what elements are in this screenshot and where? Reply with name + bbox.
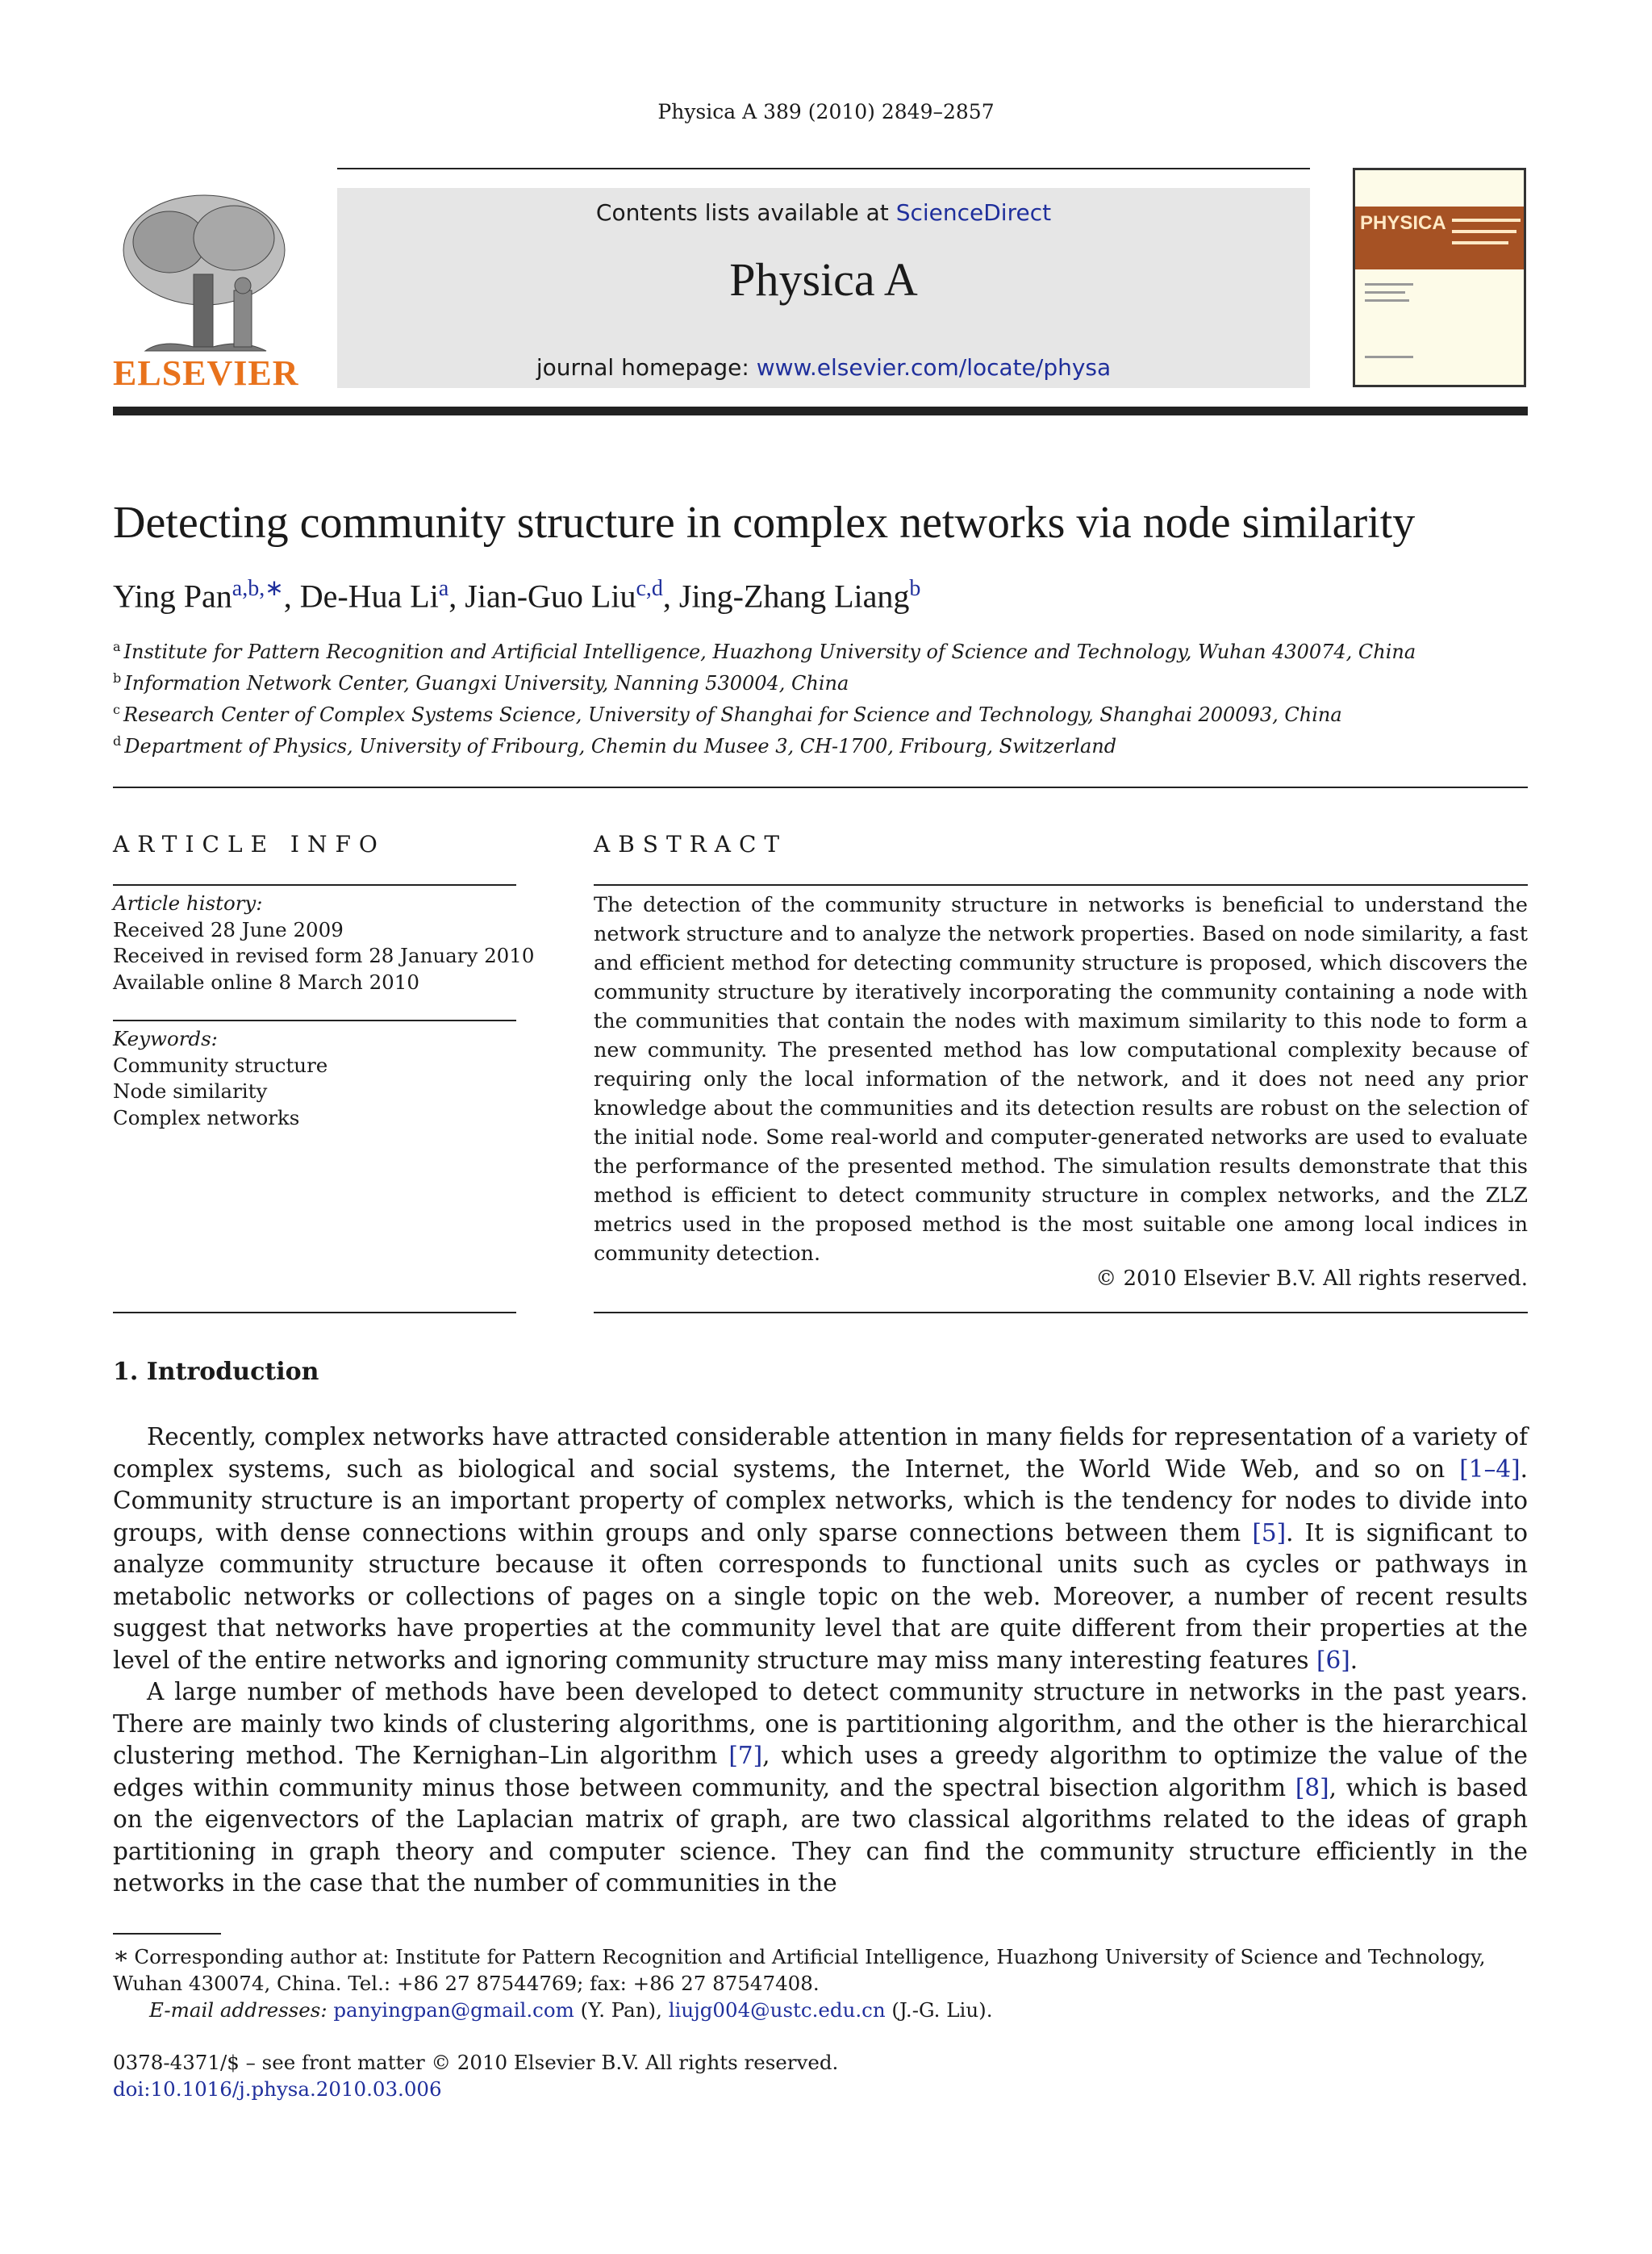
affiliation <box>113 702 1342 726</box>
affiliation <box>113 733 1116 758</box>
cover-line <box>1452 219 1521 222</box>
homepage-prefix: journal homepage: <box>536 354 757 381</box>
doi-link[interactable]: doi:10.1016/j.physa.2010.03.006 <box>113 2077 442 2101</box>
cover-title: PHYSICA <box>1360 212 1446 234</box>
text-run: , which is based on the eigenvectors of the Laplacian matrix of graph, are two classical algorithms related to the ideas of graph partitioning in graph theory and computer science. They can find the community structure efficiently in the networks in the case that the number of communities in the <box>113 1773 1528 1897</box>
contents-line <box>337 199 1310 226</box>
divider <box>594 1312 1528 1313</box>
homepage-line <box>337 354 1310 381</box>
affiliation-key: c <box>113 702 120 717</box>
journal-citation: Physica A 389 (2010) 2849–2857 <box>657 100 995 123</box>
citation-link[interactable]: [5] <box>1252 1518 1287 1546</box>
author-list: Ying Pan$^{a,b,∗}$, De-Hua Li$^a$, Jian-Guo Liu$^{c,d}$, Jing-Zhang Liang$^b$ <box>113 576 921 615</box>
history-item: Received 28 June 2009 <box>113 917 344 941</box>
paragraph <box>113 1421 1528 1676</box>
email-link[interactable]: liujg004@ustc.edu.cn <box>668 1998 886 2022</box>
contents-prefix: Contents lists available at <box>595 199 896 226</box>
citation-link[interactable]: [8] <box>1295 1773 1329 1801</box>
divider <box>113 884 516 886</box>
cover-line <box>1365 299 1409 302</box>
author-name: Jing-Zhang Liang <box>678 578 910 615</box>
cover-line <box>1365 291 1405 294</box>
sciencedirect-link[interactable]: ScienceDirect <box>895 199 1052 226</box>
citation-link[interactable]: [6] <box>1316 1646 1350 1674</box>
cover-line <box>1365 356 1413 358</box>
keyword: Complex networks <box>113 1105 300 1129</box>
paragraph <box>113 1676 1528 1900</box>
author-affiliation-marker[interactable]: a,b,∗ <box>232 576 284 601</box>
header-top-rule <box>337 168 1310 169</box>
front-matter <box>113 2049 838 2102</box>
article-info-heading: ARTICLE INFO <box>113 831 386 858</box>
affiliation-key: d <box>113 733 122 749</box>
section-heading: 1. Introduction <box>113 1358 319 1386</box>
history-item: Available online 8 March 2010 <box>113 970 419 994</box>
author-affiliation-marker[interactable]: b <box>909 576 921 601</box>
affiliation-text: Research Center of Complex Systems Science, University of Shanghai for Science and Technology, Shanghai 200093, China <box>123 703 1342 726</box>
history-item: Received in revised form 28 January 2010 <box>113 944 535 967</box>
history-label: Article history: <box>113 891 263 915</box>
email-link[interactable]: panyingpan@gmail.com <box>333 1998 574 2022</box>
email-owner: (Y. Pan), <box>574 1998 669 2022</box>
email-label: E-mail addresses: <box>149 1998 334 2022</box>
author-name: Jian-Guo Liu <box>465 578 636 615</box>
introduction-body <box>113 1421 1528 1900</box>
cover-line <box>1452 230 1516 233</box>
affiliation-key: a <box>113 639 121 654</box>
affiliation-text: Department of Physics, University of Fribourg, Chemin du Musee 3, CH-1700, Fribourg, Switzerland <box>124 735 1117 758</box>
article-title: Detecting community structure in complex networks via node similarity <box>113 498 1416 548</box>
journal-name: Physica A <box>729 253 918 306</box>
divider <box>113 1312 516 1313</box>
divider <box>594 884 1528 886</box>
affiliation-text: Institute for Pattern Recognition and Artificial Intelligence, Huazhong University of Science and Technology, Wuhan 430074, China <box>123 641 1416 663</box>
issn-line: 0378-4371/$ – see front matter © 2010 Elsevier B.V. All rights reserved. <box>113 2051 839 2074</box>
email-owner: (J.-G. Liu). <box>885 1998 993 2022</box>
homepage-link[interactable]: www.elsevier.com/locate/physa <box>756 354 1112 381</box>
journal-banner <box>337 188 1310 388</box>
footnote-corresponding <box>113 1943 1528 1997</box>
abstract-heading: ABSTRACT <box>594 831 788 858</box>
affiliation <box>113 639 1416 663</box>
copyright: © 2010 Elsevier B.V. All rights reserved. <box>1095 1267 1528 1291</box>
email-addresses <box>113 1997 1528 2023</box>
text-run: A large number of methods have been developed to detect community structure in networks in the past years. There are mainly two kinds of clustering algorithms, one is partitioning algorithm, and the other is the hierarchical clustering method. The Kernighan–Lin algorithm <box>113 1678 1528 1769</box>
affiliation <box>113 670 849 695</box>
cover-line <box>1452 241 1508 244</box>
header-thick-rule <box>113 407 1528 415</box>
keyword: Node similarity <box>113 1079 268 1103</box>
divider <box>113 1020 516 1021</box>
article-history <box>113 891 534 996</box>
citation-link[interactable]: [1–4] <box>1459 1455 1521 1483</box>
text-run: . Community structure is an important property of complex networks, which is the tendency for nodes to divide into groups, with dense connections within groups and only sparse connections between them <box>113 1455 1528 1546</box>
cover-line <box>1365 283 1413 286</box>
author-affiliation-marker[interactable]: a <box>438 576 449 601</box>
footnote-rule <box>113 1933 221 1935</box>
footnote-star: ∗ <box>113 1942 130 1970</box>
author-name: Ying Pan <box>113 578 232 615</box>
keywords <box>113 1026 327 1131</box>
corresponding-author-footnote <box>113 1943 1528 2023</box>
footnote-text: Corresponding author at: Institute for Pattern Recognition and Artificial Intelligence, Huazhong University of Science and Technology, Wuhan 430074, China. Tel.: +86 27 87544769; fax: +86 27 87547408. <box>113 1945 1486 1995</box>
divider <box>113 787 1528 788</box>
keyword: Community structure <box>113 1053 328 1077</box>
author-affiliation-marker[interactable]: c,d <box>636 576 663 601</box>
citation-link[interactable]: [7] <box>728 1742 763 1769</box>
text-run: . <box>1350 1646 1358 1674</box>
abstract-text: The detection of the community structure in networks is beneficial to understand the network structure and to analyze the network properties. Based on node similarity, a fast and efficient method for detecting community structure is proposed, which discovers the community structure by iteratively incorporating the community containing a node with the communities that contain the nodes with maximum similarity to this node to form a new community. The presented method has low computational complexity because of requiring only the local information of the network, and it does not need any prior knowledge about the communities and its detection results are robust on the selection of the initial node. Some real-world and computer-generated networks are used to evaluate the performance of the presented method. The simulation results demonstrate that this method is efficient to detect community structure in complex networks, and the ZLZ metrics used in the proposed method is the most suitable one among local indices in community detection. <box>594 893 1528 1266</box>
text-run: Recently, complex networks have attracted considerable attention in many fields for representation of a variety of complex systems, such as biological and social systems, the Internet, the World Wide Web, and so on <box>113 1423 1528 1483</box>
elsevier-wordmark: ELSEVIER <box>113 353 299 393</box>
affiliation-text: Information Network Center, Guangxi University, Nanning 530004, China <box>124 672 849 695</box>
author-name: De-Hua Li <box>299 578 439 615</box>
keywords-label: Keywords: <box>113 1027 218 1050</box>
text-run: , which uses a greedy algorithm to optimize the value of the edges within community minus those between community, and the spectral bisection algorithm <box>113 1742 1528 1801</box>
journal-cover-thumbnail <box>1353 168 1526 387</box>
text-run: . It is significant to analyze community structure because it often corresponds to functional units such as cycles or pathways in metabolic networks or collections of pages on a single topic on the web. Moreover, a number of recent results suggest that networks have properties at the community level that are quite different from their properties at the level of the entire networks and ignoring community structure may miss many interesting features <box>113 1518 1528 1674</box>
affiliation-key: b <box>113 670 122 686</box>
